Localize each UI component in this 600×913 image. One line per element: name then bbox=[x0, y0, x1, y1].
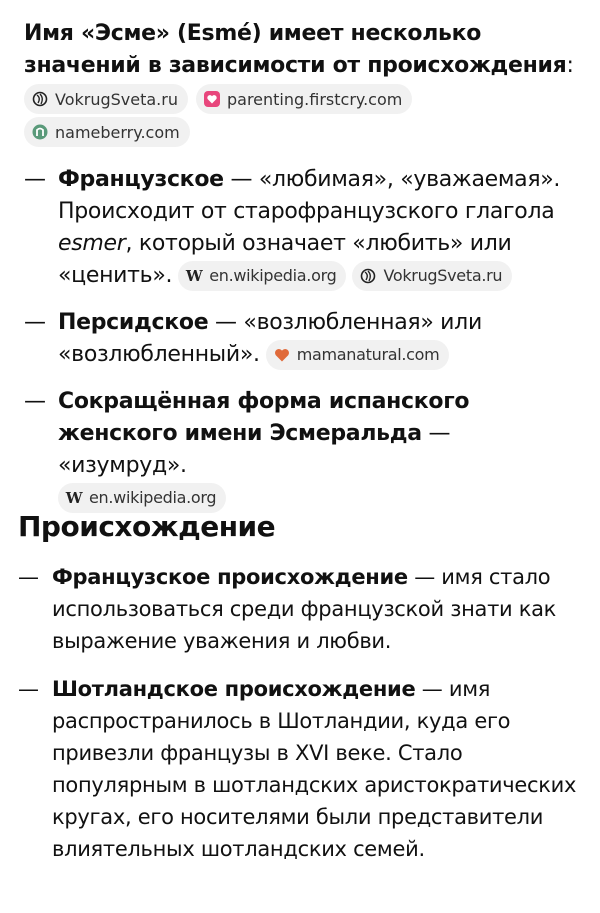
meaning-spanish bbox=[24, 386, 576, 514]
source-chip-firstcry[interactable] bbox=[196, 84, 412, 114]
list-dash: — bbox=[24, 389, 46, 414]
list-dash: — bbox=[24, 167, 46, 192]
meaning-text: — «любимая», «уважаемая». Происходит от старофранцузского глагола bbox=[58, 167, 561, 224]
source-chip-mamanatural[interactable] bbox=[266, 340, 450, 370]
origin-french bbox=[18, 561, 583, 657]
source-label: mamanatural.com bbox=[296, 345, 440, 364]
wikipedia-icon: W bbox=[65, 489, 83, 507]
source-chip-vokrugsveta[interactable] bbox=[352, 261, 512, 291]
meaning-title: Французское bbox=[58, 167, 224, 192]
list-dash: — bbox=[18, 677, 39, 701]
answer-intro bbox=[24, 18, 584, 82]
source-label: en.wikipedia.org bbox=[209, 266, 337, 285]
source-chip-wikipedia[interactable] bbox=[58, 483, 226, 513]
origin-text: — имя распространилось в Шотландии, куда его привезли французы в XVI веке. Стало популярным в шотландских аристократических кругах, его носителями были представители влиятельных шотландских семей. bbox=[52, 677, 577, 861]
source-label: VokrugSveta.ru bbox=[383, 266, 503, 285]
meaning-italic-word: esmer bbox=[58, 231, 126, 256]
section-heading-origin: Происхождение bbox=[18, 510, 276, 543]
meaning-french bbox=[24, 164, 576, 292]
origin-title: Французское происхождение bbox=[52, 565, 408, 589]
intro-sources-row-1 bbox=[24, 84, 412, 114]
origin-text: — имя стало использоваться среди французской знати как выражение уважения и любви. bbox=[52, 565, 557, 653]
source-chip-wikipedia[interactable] bbox=[178, 261, 346, 291]
wikipedia-icon: W bbox=[185, 267, 203, 285]
list-dash: — bbox=[24, 310, 46, 335]
source-label: VokrugSveta.ru bbox=[55, 89, 178, 109]
meaning-text: — «возлюбленная» или «возлюбленный». bbox=[58, 310, 482, 367]
vokrugsveta-icon bbox=[32, 91, 48, 107]
origin-scottish bbox=[18, 673, 583, 865]
intro-sources-row-2 bbox=[24, 117, 190, 147]
source-chip-nameberry[interactable] bbox=[24, 117, 190, 147]
meaning-persian bbox=[24, 307, 576, 371]
source-chip-vokrugsveta[interactable] bbox=[24, 84, 188, 114]
intro-colon: : bbox=[566, 53, 574, 78]
source-label: nameberry.com bbox=[55, 122, 180, 142]
firstcry-heart-icon bbox=[204, 91, 220, 107]
meanings-list bbox=[24, 164, 576, 529]
meaning-title: Персидское bbox=[58, 310, 209, 335]
vokrugsveta-icon bbox=[360, 268, 376, 284]
origin-title: Шотландское происхождение bbox=[52, 677, 416, 701]
origin-list bbox=[18, 561, 583, 881]
list-dash: — bbox=[18, 565, 39, 589]
nameberry-icon bbox=[32, 124, 48, 140]
meaning-text: — «изумруд». bbox=[58, 421, 451, 478]
mamanatural-heart-icon bbox=[274, 347, 290, 363]
intro-text: Имя «Эсме» (Esmé) имеет несколько значений в зависимости от происхождения bbox=[24, 21, 567, 78]
meaning-text: , который означает «любить» или «ценить». bbox=[58, 231, 512, 288]
source-label: parenting.firstcry.com bbox=[226, 89, 403, 109]
source-label: en.wikipedia.org bbox=[89, 488, 217, 507]
meaning-title: Сокращённая форма испанского женского имени Эсмеральда bbox=[58, 389, 470, 446]
